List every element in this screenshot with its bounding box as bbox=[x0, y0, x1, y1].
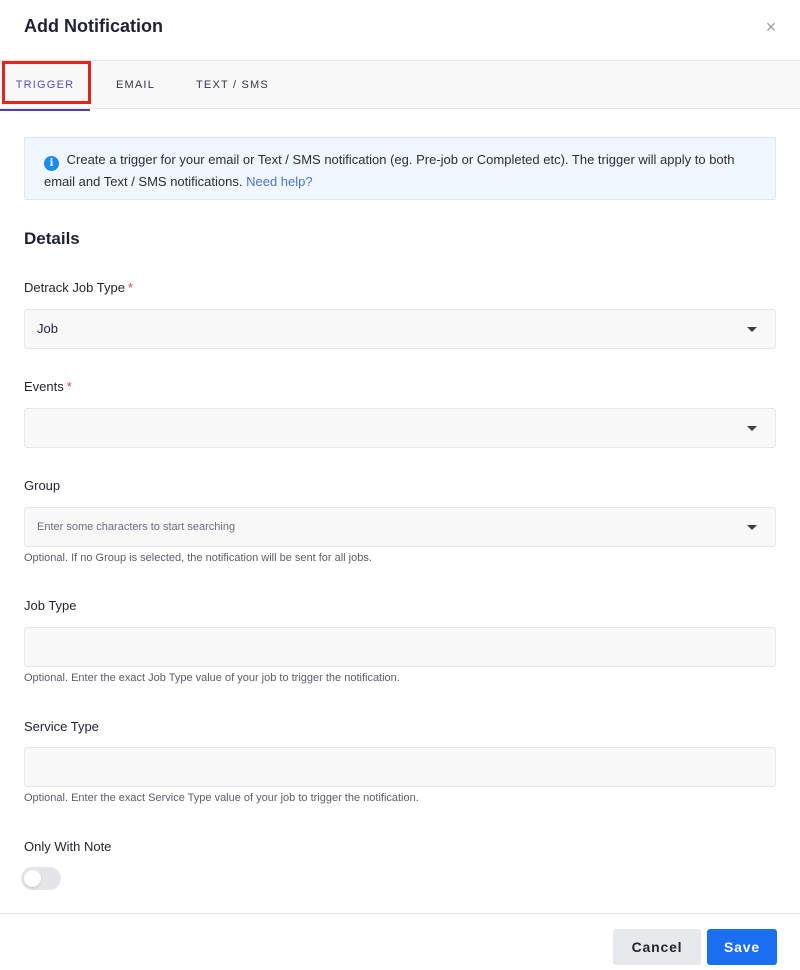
tab-trigger-label: TRIGGER bbox=[15, 79, 75, 91]
modal-title: Add Notification bbox=[24, 16, 163, 36]
detrack-job-type-select[interactable] bbox=[24, 309, 776, 349]
info-banner bbox=[24, 137, 776, 200]
active-tab-underline bbox=[0, 109, 90, 111]
only-with-note-toggle[interactable] bbox=[21, 867, 61, 890]
service-type-hint: Optional. Enter the exact Service Type value of your job to trigger the notification. bbox=[24, 792, 419, 804]
events-label: Events * bbox=[24, 379, 72, 394]
chevron-down-icon[interactable] bbox=[747, 327, 757, 332]
group-hint: Optional. If no Group is selected, the notification will be sent for all jobs. bbox=[24, 552, 372, 564]
tab-email[interactable]: EMAIL bbox=[116, 79, 156, 91]
group-placeholder: Enter some characters to start searching bbox=[37, 521, 236, 533]
service-type-input[interactable] bbox=[24, 747, 776, 787]
chevron-down-icon[interactable] bbox=[747, 525, 757, 530]
group-select[interactable] bbox=[24, 507, 776, 547]
events-select[interactable] bbox=[24, 408, 776, 448]
service-type-label: Service Type bbox=[24, 719, 99, 734]
cancel-button[interactable]: Cancel bbox=[613, 929, 701, 965]
info-icon: i bbox=[44, 156, 59, 171]
job-type-label: Job Type bbox=[24, 598, 77, 613]
required-asterisk: * bbox=[66, 379, 72, 394]
modal-footer bbox=[0, 913, 800, 970]
tab-text-sms[interactable]: TEXT / SMS bbox=[196, 79, 269, 91]
detrack-job-type-label: Detrack Job Type * bbox=[24, 280, 133, 295]
group-label: Group bbox=[24, 478, 61, 493]
details-heading: Details bbox=[24, 229, 80, 248]
job-type-hint: Optional. Enter the exact Job Type value of your job to trigger the notification. bbox=[24, 672, 400, 684]
detrack-job-type-value: Job bbox=[37, 321, 58, 336]
job-type-input[interactable] bbox=[24, 627, 776, 667]
modal-header bbox=[0, 0, 800, 60]
need-help-link[interactable]: Need help? bbox=[246, 174, 313, 189]
save-button[interactable]: Save bbox=[707, 929, 777, 965]
required-asterisk: * bbox=[127, 280, 133, 295]
only-with-note-label: Only With Note bbox=[24, 839, 112, 854]
tab-trigger[interactable] bbox=[0, 61, 90, 109]
tab-bar bbox=[0, 60, 800, 109]
toggle-knob bbox=[24, 870, 41, 887]
close-icon[interactable]: × bbox=[765, 17, 777, 37]
info-text: Create a trigger for your email or Text / SMS notification (eg. Pre-job or Completed etc). The trigger will apply to both email and Text / SMS notifications. bbox=[44, 152, 735, 189]
chevron-down-icon[interactable] bbox=[747, 426, 757, 431]
